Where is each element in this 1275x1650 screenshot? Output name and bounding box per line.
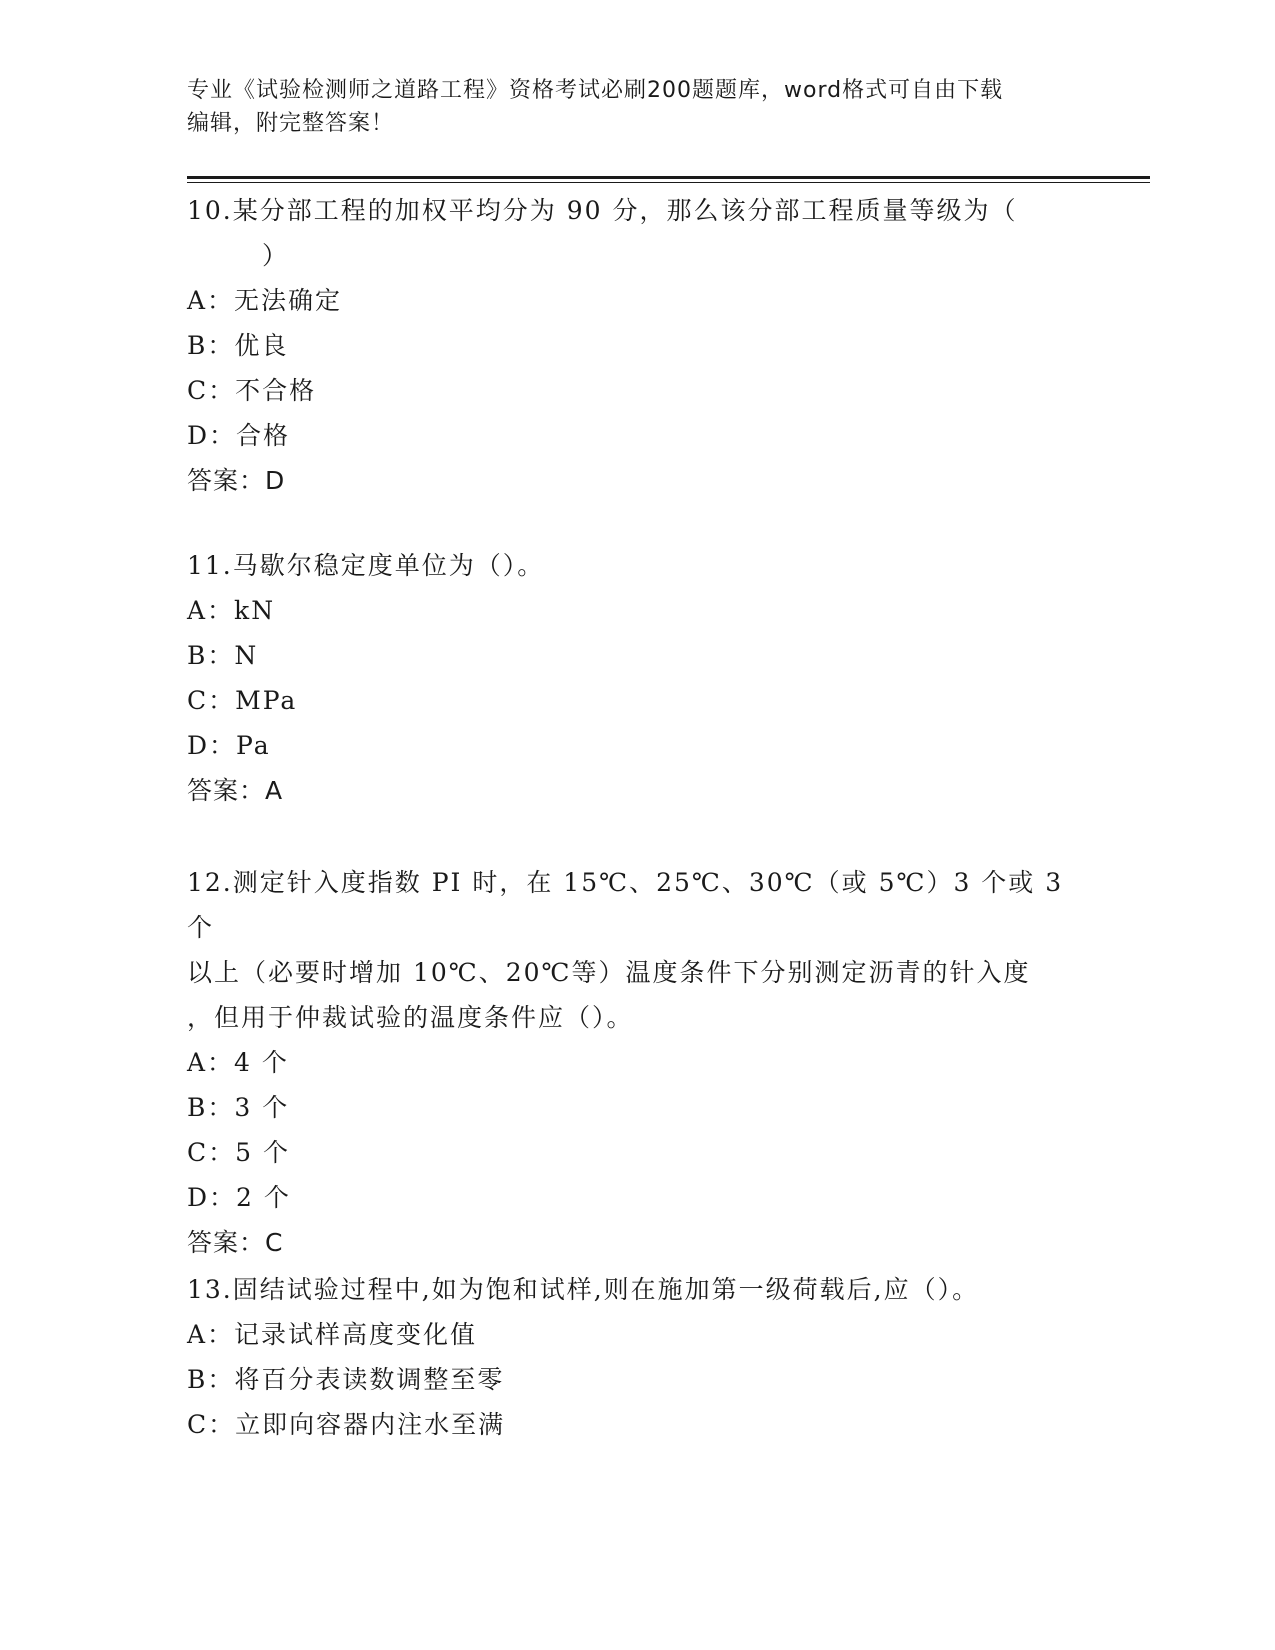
question-stem-continuation: ）: [262, 241, 290, 270]
option-b: B：将百分表读数调整至零: [187, 1365, 505, 1394]
question-stem-line-2: 以上（必要时增加 10℃、20℃等）温度条件下分别测定沥青的针入度: [187, 958, 1031, 987]
question-11: [187, 543, 1087, 813]
question-13: [187, 1267, 1087, 1447]
option-c: C：不合格: [187, 376, 317, 405]
question-stem: [187, 188, 1087, 278]
answer: 答案：C: [187, 1228, 284, 1257]
question-stem-line-1: 12.测定针入度指数 PI 时，在 15℃、25℃、30℃（或 5℃）3 个或 3 个: [187, 868, 1064, 942]
option-a: A：无法确定: [187, 286, 343, 315]
question-12: [187, 860, 1087, 1265]
header-line-1: 专业《试验检测师之道路工程》资格考试必刷200题题库，word格式可自由下载: [187, 78, 1004, 103]
header-divider-thin: [187, 182, 1150, 183]
option-b: B：优良: [187, 331, 289, 360]
question-stem: 11.马歇尔稳定度单位为（）。: [187, 551, 545, 580]
option-c: C：MPa: [187, 686, 298, 715]
option-c: C：立即向容器内注水至满: [187, 1410, 506, 1439]
option-d: D：合格: [187, 421, 291, 450]
document-header: [187, 74, 1087, 140]
option-c: C：5 个: [187, 1138, 290, 1167]
option-a: A：4 个: [187, 1048, 289, 1077]
option-d: D：2 个: [187, 1183, 291, 1212]
option-d: D：Pa: [187, 731, 271, 760]
header-divider-thick: [187, 176, 1150, 179]
option-a: A：kN: [187, 596, 276, 625]
question-stem-line: 10.某分部工程的加权平均分为 90 分，那么该分部工程质量等级为（: [187, 196, 1018, 225]
header-line-2: 编辑，附完整答案！: [187, 111, 395, 136]
option-a: A：记录试样高度变化值: [187, 1320, 478, 1349]
option-b: B：N: [187, 641, 259, 670]
question-stem-line-3: ，但用于仲裁试验的温度条件应（）。: [187, 1003, 634, 1032]
answer: 答案：A: [187, 776, 284, 805]
option-b: B：3 个: [187, 1093, 290, 1122]
answer: 答案：D: [187, 466, 286, 495]
question-stem: 13.固结试验过程中,如为饱和试样,则在施加第一级荷载后,应（）。: [187, 1275, 980, 1304]
question-10: [187, 188, 1087, 503]
